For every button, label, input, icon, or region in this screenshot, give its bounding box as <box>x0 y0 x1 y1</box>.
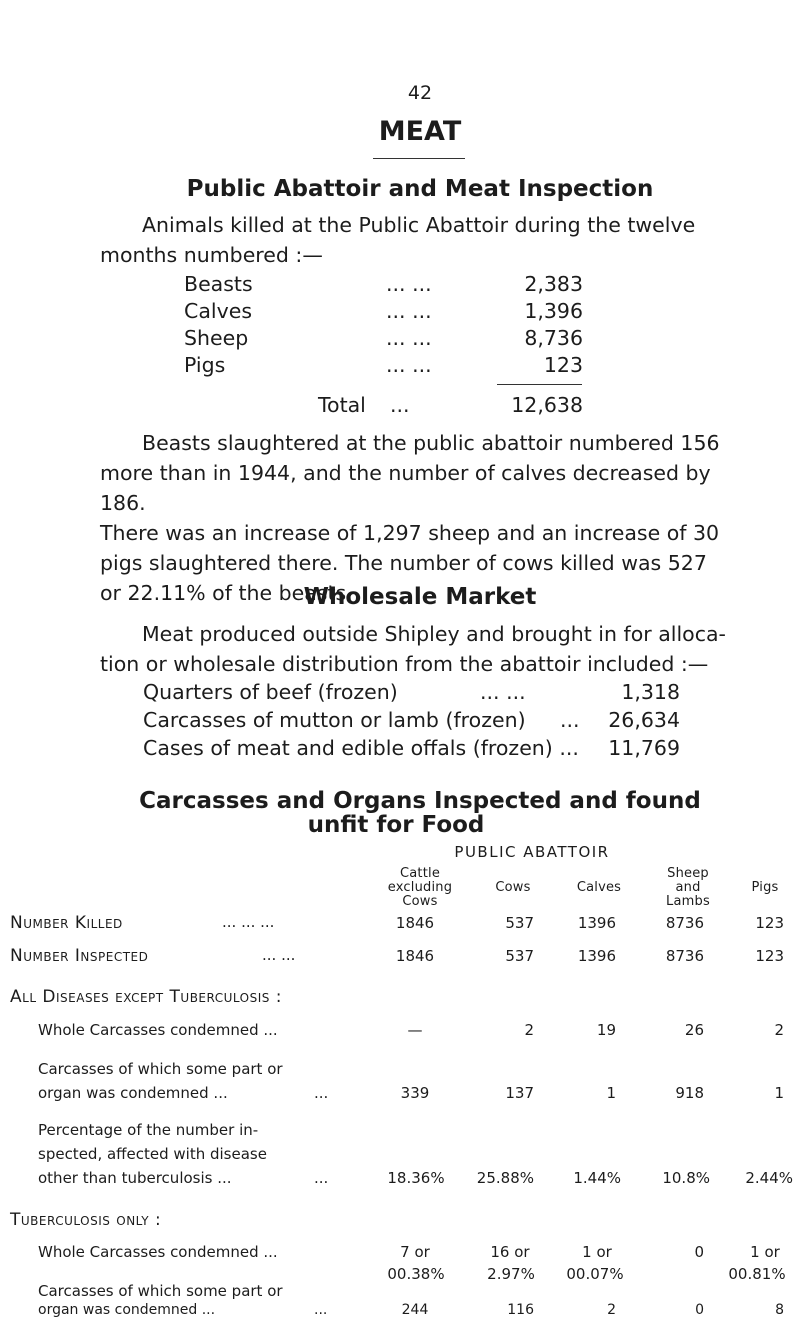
list-item-value: 11,769 <box>608 736 680 760</box>
table-cell: 339 <box>400 1084 430 1102</box>
table-cell: 123 <box>755 914 784 932</box>
row-label: organ was condemned ... <box>38 1084 228 1102</box>
table-cell: 00.81% <box>728 1265 786 1283</box>
leader-dots: ... ... <box>386 326 432 350</box>
table-cell: 1.44% <box>573 1169 621 1187</box>
table-cell: 1396 <box>577 914 616 932</box>
title-divider <box>373 158 465 159</box>
list-item-value: 8,736 <box>524 326 583 350</box>
row-label: Carcasses of which some part or <box>38 1282 283 1300</box>
row-label: Whole Carcasses condemned ... <box>38 1021 278 1039</box>
table-cell: 26 <box>684 1021 704 1039</box>
row-label: Whole Carcasses condemned ... <box>38 1243 278 1261</box>
row-label: spected, affected with disease <box>38 1145 267 1163</box>
paragraph-line: more than in 1944, and the number of calves decreased by 186. <box>100 461 711 515</box>
header-line: Sheep <box>667 866 709 881</box>
table-cell: 7 or <box>400 1243 430 1261</box>
table-cell: 0 <box>695 1302 704 1318</box>
table-cell: 0 <box>694 1243 704 1261</box>
table-cell: 2 <box>607 1302 616 1318</box>
paragraph-line: or 22.11% of the beasts. <box>100 581 353 605</box>
list-item-value: 123 <box>543 353 583 377</box>
table-cell: 1 <box>774 1084 784 1102</box>
table-cell: 25.88% <box>476 1169 534 1187</box>
table-cell: 10.8% <box>662 1169 710 1187</box>
table-cell: 2 <box>774 1021 784 1039</box>
list-item-label: Carcasses of mutton or lamb (frozen) <box>143 708 526 732</box>
table-cell: 1 <box>606 1084 616 1102</box>
section-heading-abattoir: Public Abattoir and Meat Inspection <box>186 176 654 202</box>
table-cell: 537 <box>505 947 534 965</box>
table-cell: 1 or <box>750 1243 780 1261</box>
table-cell: 123 <box>755 947 784 965</box>
leader-dots: ... ... <box>386 353 432 377</box>
leader-dots: ... ... ... <box>222 913 275 931</box>
paragraph-line: tion or wholesale distribution from the abattoir included :— <box>100 652 709 676</box>
column-header-cattle <box>375 867 465 909</box>
row-label: Number Inspected <box>10 946 149 966</box>
row-label: Percentage of the number in- <box>38 1121 259 1139</box>
header-line: Lambs <box>666 894 710 909</box>
total-divider <box>497 384 582 385</box>
list-item-value: 26,634 <box>608 708 680 732</box>
table-cell: 18.36% <box>387 1169 445 1187</box>
table-cell: — <box>407 1021 423 1039</box>
leader-dots: ... <box>390 393 410 417</box>
column-header-cows: Cows <box>495 880 531 895</box>
table-title: PUBLIC ABATTOIR <box>454 843 610 861</box>
table-cell: 1396 <box>577 947 616 965</box>
row-label: other than tuberculosis ... <box>38 1169 232 1187</box>
table-cell: 2.44% <box>745 1169 793 1187</box>
intro-line-1: Animals killed at the Public Abattoir during the twelve <box>142 213 696 237</box>
section-heading-carcasses-line2: unfit for Food <box>307 812 485 838</box>
subsection-heading: All Diseases except Tuberculosis : <box>10 987 283 1007</box>
leader-dots: ... <box>314 1084 329 1102</box>
row-label: Number Killed <box>10 913 123 933</box>
page-title: MEAT <box>378 116 462 147</box>
page-number: 42 <box>407 82 433 104</box>
table-cell: 8736 <box>665 947 704 965</box>
table-cell: 244 <box>401 1302 429 1318</box>
header-line: Cows <box>402 894 438 909</box>
leader-dots: ... <box>314 1169 329 1187</box>
row-label: Carcasses of which some part or <box>38 1060 283 1078</box>
subsection-heading: Tuberculosis only : <box>10 1210 162 1230</box>
abattoir-intro <box>100 210 760 270</box>
table-cell: 19 <box>596 1021 616 1039</box>
list-item-label: Sheep <box>184 326 249 350</box>
list-item-value: 1,318 <box>621 680 680 704</box>
paragraph-line: Meat produced outside Shipley and brought in for alloca- <box>142 622 726 646</box>
table-cell: 2 <box>524 1021 534 1039</box>
leader-dots: ... ... <box>386 299 432 323</box>
column-header-sheep <box>653 867 723 909</box>
table-cell: 8 <box>775 1302 784 1318</box>
table-cell: 16 or <box>490 1243 530 1261</box>
leader-dots: ... ... <box>262 946 296 964</box>
list-item-label: Beasts <box>184 272 253 296</box>
column-header-calves: Calves <box>576 880 622 895</box>
table-cell: 1 or <box>582 1243 612 1261</box>
list-item-value: 1,396 <box>524 299 583 323</box>
table-cell: 116 <box>507 1302 534 1318</box>
wholesale-paragraph <box>100 619 760 679</box>
table-cell: 00.38% <box>387 1265 445 1283</box>
intro-line-2: months numbered :— <box>100 243 323 267</box>
table-cell: 8736 <box>665 914 704 932</box>
abattoir-summary-paragraph <box>100 428 760 608</box>
list-item-label: Cases of meat and edible offals (frozen) ... <box>143 736 579 760</box>
table-cell: 00.07% <box>566 1265 624 1283</box>
total-label: Total <box>318 393 366 417</box>
table-cell: 2.97% <box>487 1265 535 1283</box>
column-header-pigs: Pigs <box>751 880 779 895</box>
leader-dots: ... <box>560 708 580 732</box>
section-heading-carcasses: Carcasses and Organs Inspected and found <box>139 788 701 814</box>
list-item-label: Quarters of beef (frozen) <box>143 680 398 704</box>
header-line: and <box>675 880 701 895</box>
list-item-value: 2,383 <box>524 272 583 296</box>
paragraph-line: pigs slaughtered there. The number of cows killed was 527 <box>100 551 707 575</box>
leader-dots: ... ... <box>386 272 432 296</box>
table-cell: 1846 <box>395 914 435 932</box>
paragraph-line: There was an increase of 1,297 sheep and an increase of 30 <box>100 521 720 545</box>
row-label: organ was condemned ... <box>38 1302 216 1318</box>
list-item-label: Pigs <box>184 353 226 377</box>
section-heading-wholesale: Wholesale Market <box>303 584 537 610</box>
table-cell: 1846 <box>395 947 435 965</box>
table-cell: 918 <box>675 1084 704 1102</box>
table-cell: 137 <box>505 1084 534 1102</box>
header-line: excluding <box>387 880 453 895</box>
list-item-label: Calves <box>184 299 252 323</box>
total-value: 12,638 <box>511 393 583 417</box>
paragraph-line: Beasts slaughtered at the public abattoir numbered 156 <box>142 431 720 455</box>
leader-dots: ... ... <box>480 680 526 704</box>
table-cell: 537 <box>505 914 534 932</box>
leader-dots: ... <box>314 1302 328 1318</box>
header-line: Cattle <box>399 866 441 881</box>
